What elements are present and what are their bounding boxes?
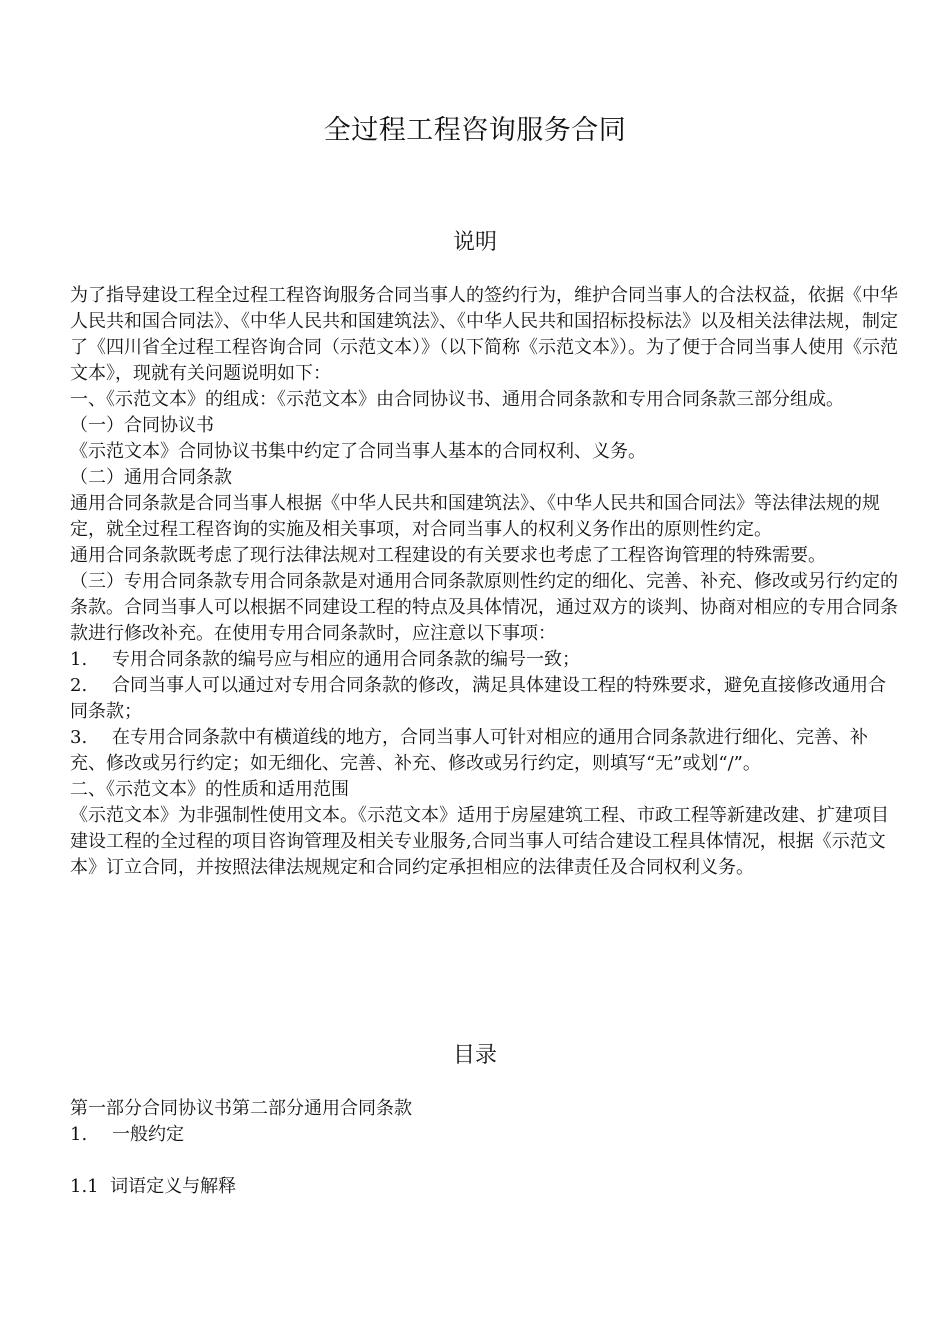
toc-item [70,1122,900,1148]
toc-item-number: 1. [70,1124,88,1145]
subsection-agreement-title: （一）合同协议书 [70,415,214,436]
subsection-general-text-2: 通用合同条款既考虑了现行法律法规对工程建设的有关要求也考虑了工程咨询管理的特殊需要。 [70,545,826,566]
list-item-text: 在专用合同条款中有横道线的地方，合同当事人可针对相应的通用合同条款进行细化、完善、补充、修改或另行约定；如无细化、完善、补充、修改或另行约定，则填写“无”或划“/”。 [70,727,868,774]
toc-parts-line: 第一部分合同协议书第二部分通用合同条款 [70,1098,412,1119]
list-item-text: 专用合同条款的编号应与相应的通用合同条款的编号一致； [112,649,580,670]
list-item [70,673,900,725]
list-item-number: 1. [70,649,88,670]
subsection-special-text: （三）专用合同条款专用合同条款是对通用合同条款原则性约定的细化、完善、补充、修改或另行约定的条款。合同当事人可以根据不同建设工程的特点及具体情况，通过双方的谈判、协商对相应的专用合同条款进行修改补充。在使用专用合同条款时，应注意以下事项： [70,571,898,644]
list-item [70,647,900,673]
subsection-general-text-1: 通用合同条款是合同当事人根据《中华人民共和国建筑法》、《中华人民共和国合同法》等法律法规的规定，就全过程工程咨询的实施及相关事项，对合同当事人的权利义务作出的原则性约定。 [70,493,880,540]
subsection-agreement-text: 《示范文本》合同协议书集中约定了合同当事人基本的合同权利、义务。 [70,441,646,462]
toc-heading: 目录 [452,1043,497,1068]
section-composition: 一、《示范文本》的组成：《示范文本》由合同协议书、通用合同条款和专用合同条款三部分组成。 [70,389,844,410]
explanation-body [70,283,900,881]
section-nature-title: 二、《示范文本》的性质和适用范围 [70,779,349,800]
subsection-general-title: （二）通用合同条款 [70,467,232,488]
document-title: 全过程工程咨询服务合同 [323,115,627,146]
list-item-number: 3. [70,727,88,748]
toc-item-text: 一般约定 [112,1124,184,1145]
explanation-heading: 说明 [452,230,497,255]
table-of-contents [70,1096,900,1200]
list-item-number: 2. [70,675,88,696]
list-item [70,725,900,777]
intro-paragraph: 为了指导建设工程全过程工程咨询服务合同当事人的签约行为，维护合同当事人的合法权益，依据《中华人民共和国合同法》、《中华人民共和国建筑法》、《中华人民共和国招标投标法》以及相关法律法规，制定了《四川省全过程工程咨询合同（示范文本）》（以下简称《示范文本》）。为了便于合同当事人使用《示范文本》，现就有关问题说明如下： [70,285,898,384]
toc-subitem: 1.1 词语定义与解释 [70,1176,237,1197]
section-nature-text: 《示范文本》为非强制性使用文本。《示范文本》适用于房屋建筑工程、市政工程等新建改建、扩建项目建设工程的全过程的项目咨询管理及相关专业服务,合同当事人可结合建设工程具体情况，根据《示范文本》订立合同，并按照法律法规规定和合同约定承担相应的法律责任及合同权利义务。 [70,805,889,878]
list-item-text: 合同当事人可以通过对专用合同条款的修改，满足具体建设工程的特殊要求，避免直接修改通用合同条款； [70,675,886,722]
